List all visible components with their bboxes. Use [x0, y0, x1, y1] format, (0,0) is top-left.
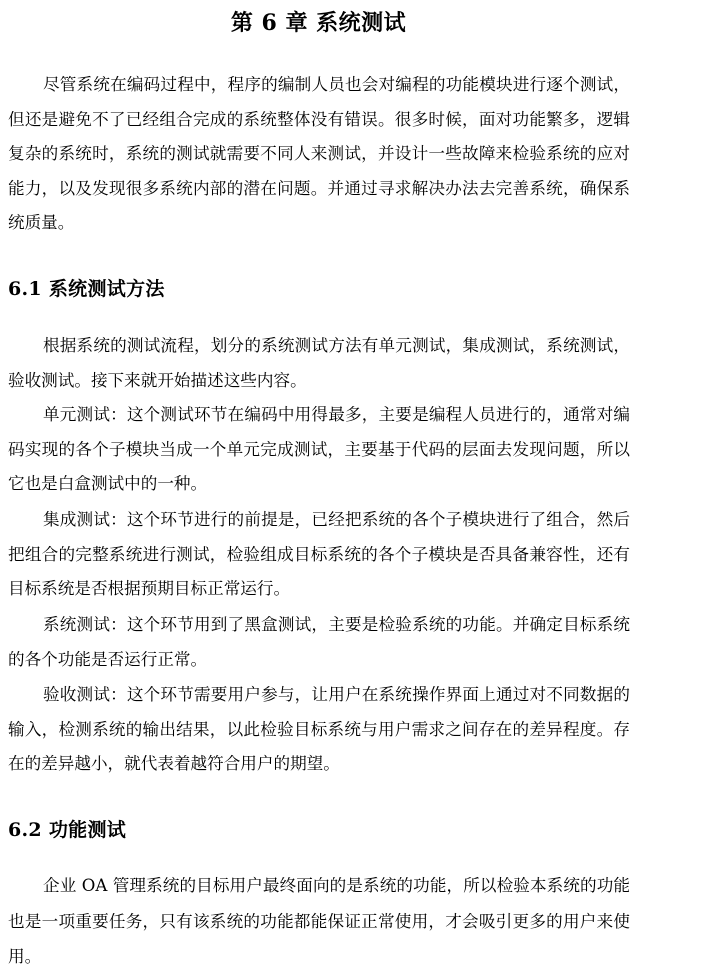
chapter-title: 第 6 章 系统测试	[230, 10, 407, 36]
section-heading-6-1: 6.1 系统测试方法	[8, 278, 165, 300]
paragraph-test-methods-intro: 根据系统的测试流程，划分的系统测试方法有单元测试，集成测试，系统测试，验收测试。接下来就开始描述这些内容。	[8, 336, 630, 390]
paragraph-functional-testing: 企业 OA 管理系统的目标用户最终面向的是系统的功能，所以检验本系统的功能也是一项重要任务，只有该系统的功能都能保证正常使用，才会吸引更多的用户来使用。	[8, 876, 630, 966]
paragraph-integration-testing: 集成测试：这个环节进行的前提是，已经把系统的各个子模块进行了组合，然后把组合的完整系统进行测试，检验组成目标系统的各个子模块是否具备兼容性，还有目标系统是否根据预期目标正常运行。	[8, 510, 630, 599]
intro-paragraph: 尽管系统在编码过程中，程序的编制人员也会对编程的功能模块进行逐个测试，但还是避免不了已经组合完成的系统整体没有错误。很多时候，面对功能繁多，逻辑复杂的系统时，系统的测试就需要不同人来测试，并设计一些故障来检验系统的应对能力，以及发现很多系统内部的潜在问题。并通过寻求解决办法去完善系统，确保系统质量。	[8, 75, 630, 233]
paragraph-acceptance-testing: 验收测试：这个环节需要用户参与，让用户在系统操作界面上通过对不同数据的输入，检测系统的输出结果，以此检验目标系统与用户需求之间存在的差异程度。存在的差异越小，就代表着越符合用户的期望。	[8, 685, 630, 774]
paragraph-unit-testing: 单元测试：这个测试环节在编码中用得最多，主要是编程人员进行的，通常对编码实现的各个子模块当成一个单元完成测试，主要基于代码的层面去发现问题，所以它也是白盒测试中的一种。	[8, 405, 630, 494]
section-heading-6-2: 6.2 功能测试	[8, 819, 127, 841]
paragraph-system-testing: 系统测试：这个环节用到了黑盒测试，主要是检验系统的功能。并确定目标系统的各个功能是否运行正常。	[8, 615, 630, 669]
